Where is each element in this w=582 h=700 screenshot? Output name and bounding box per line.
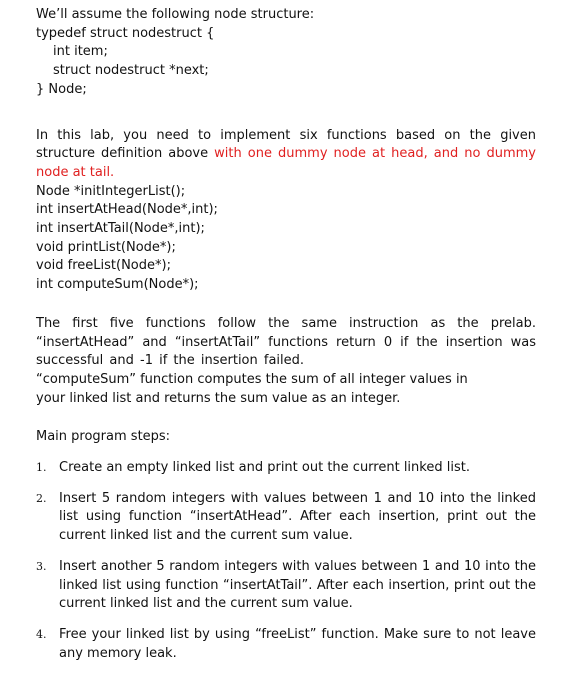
function-signature: void printList(Node*); (36, 239, 176, 255)
list-item (36, 490, 536, 546)
spacer (36, 408, 536, 428)
step-text: Insert another 5 random integers with values between 1 and 10 into the linked list using function “insertAtTail”. After each insertion, print out the current linked list and the current sum value. (59, 558, 536, 612)
function-signature: Node *initIntegerList(); (36, 183, 186, 199)
list-item (36, 626, 536, 663)
step-text: Create an empty linked list and print out the current linked list. (59, 460, 470, 476)
step-number: 2. (36, 491, 47, 505)
function-signature: void freeList(Node*); (36, 258, 171, 274)
function-signature: int insertAtTail(Node*,int); (36, 221, 205, 237)
document-page (36, 6, 536, 675)
spacer (36, 100, 536, 127)
function-signature: int computeSum(Node*); (36, 277, 199, 293)
code-line-typedef: typedef struct nodestruct { (36, 25, 215, 41)
function-signature: int insertAtHead(Node*,int); (36, 202, 218, 218)
task-text: In this lab, you need to implement six functions based on the given structure definition above (36, 127, 536, 162)
intro-sentence: We’ll assume the following node structure: (36, 7, 315, 22)
code-line-close: } Node; (36, 81, 87, 97)
step-number: 1. (36, 461, 47, 475)
task-paragraph (36, 127, 536, 183)
spacer (36, 295, 536, 315)
spacer (36, 447, 536, 459)
step-text: Free your linked list by using “freeList” function. Make sure to not leave any memory leak. (59, 626, 536, 661)
list-item (36, 459, 536, 478)
step-number: 3. (36, 559, 47, 573)
notes-paragraph-2: “computeSum” function computes the sum of all integer values in your linked list and returns the sum value as an integer. (36, 371, 468, 406)
list-item (36, 558, 536, 614)
program-steps-list (36, 459, 536, 663)
step-number: 4. (36, 627, 47, 641)
code-line-next: struct nodestruct *next; (53, 63, 209, 79)
step-text: Insert 5 random integers with values between 1 and 10 into the linked list using function “insertAtHead”. After each insertion, print out the current linked list and the current sum value. (59, 490, 536, 544)
task-highlight: with one dummy node at head, and no dummy node at tail. (36, 146, 536, 180)
code-line-item: int item; (53, 44, 108, 60)
notes-paragraph-1: The first five functions follow the same instruction as the prelab. “insertAtHead” and “insertAtTail” functions return 0 if the insertion was successful and -1 if the insertion failed. (36, 315, 536, 369)
program-heading: Main program steps: (36, 429, 171, 445)
